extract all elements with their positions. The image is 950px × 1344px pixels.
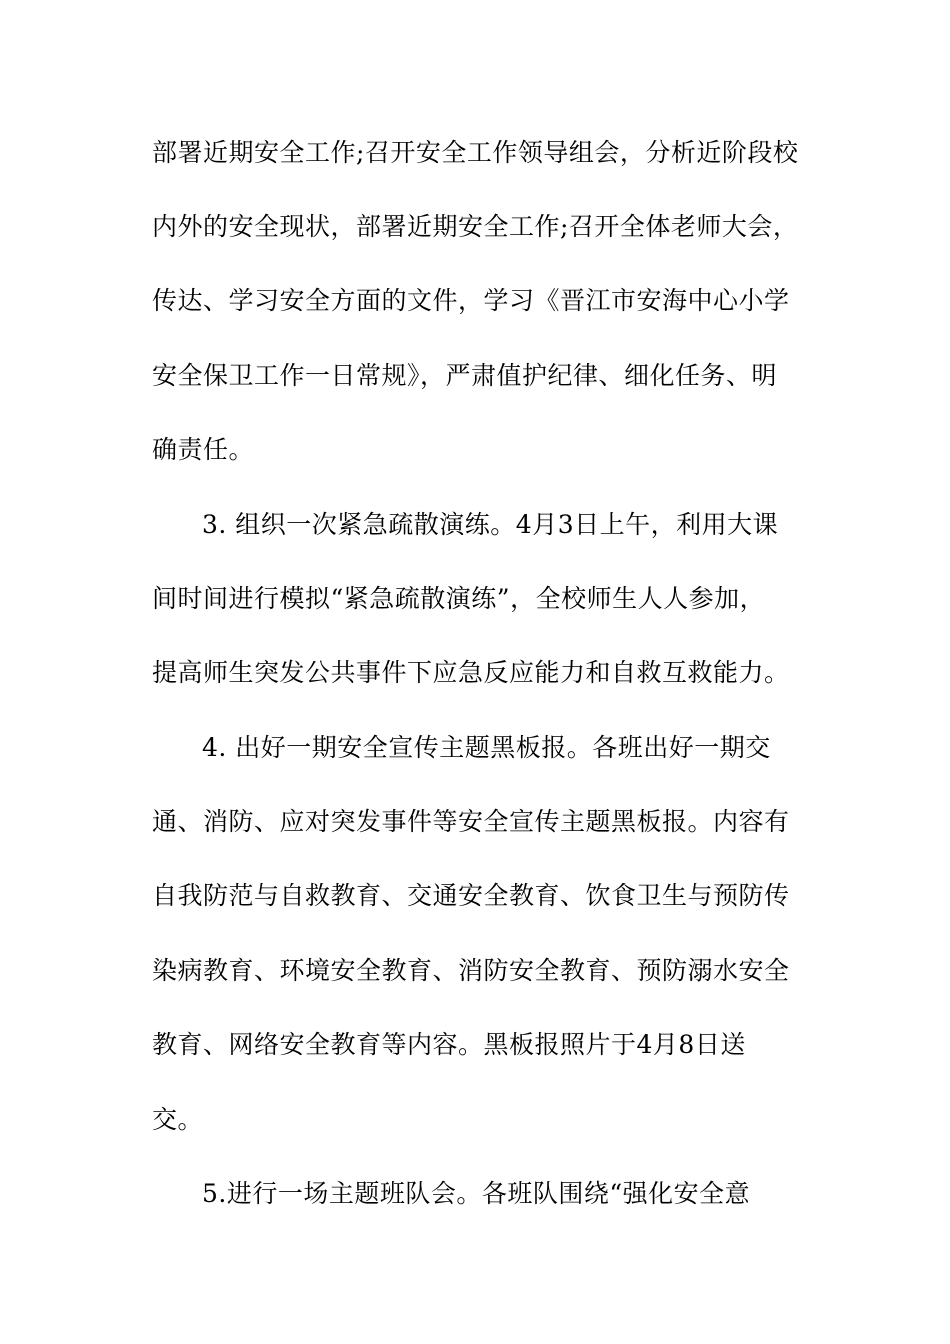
paragraph-line: 安全保卫工作一日常规》，严肃值护纪律、细化任务、明	[152, 361, 778, 390]
paragraph-line: 交。	[152, 1105, 204, 1134]
paragraph-line: 提高师生突发公共事件下应急反应能力和自救互救能力。	[152, 658, 790, 687]
paragraph-line: 内外的安全现状，部署近期安全工作;召开全体老师大会，	[152, 212, 799, 241]
paragraph-line: 教育、网络安全教育等内容。黑板报照片于4月8日送	[152, 1030, 746, 1059]
paragraph-line: 染病教育、环境安全教育、消防安全教育、预防溺水安全	[152, 956, 790, 985]
paragraph-line: 自我防范与自救教育、交通安全教育、饮食卫生与预防传	[152, 881, 790, 910]
paragraph-line: 传达、学习安全方面的文件，学习《晋江市安海中心小学	[152, 286, 790, 315]
paragraph-line: 通、消防、应对突发事件等安全宣传主题黑板报。内容有	[152, 807, 790, 836]
paragraph-line: 5.进行一场主题班队会。各班队围绕“强化安全意	[202, 1179, 751, 1208]
paragraph-line: 部署近期安全工作;召开安全工作领导组会，分析近阶段校	[152, 138, 799, 167]
paragraph-line: 间时间进行模拟“紧急疏散演练”，全校师生人人参加，	[152, 584, 766, 613]
paragraph-line: 4. 出好一期安全宣传主题黑板报。各班出好一期交	[202, 733, 771, 762]
paragraph-line: 3. 组织一次紧急疏散演练。4月3日上午，利用大课	[202, 510, 779, 539]
paragraph-line: 确责任。	[152, 435, 255, 464]
